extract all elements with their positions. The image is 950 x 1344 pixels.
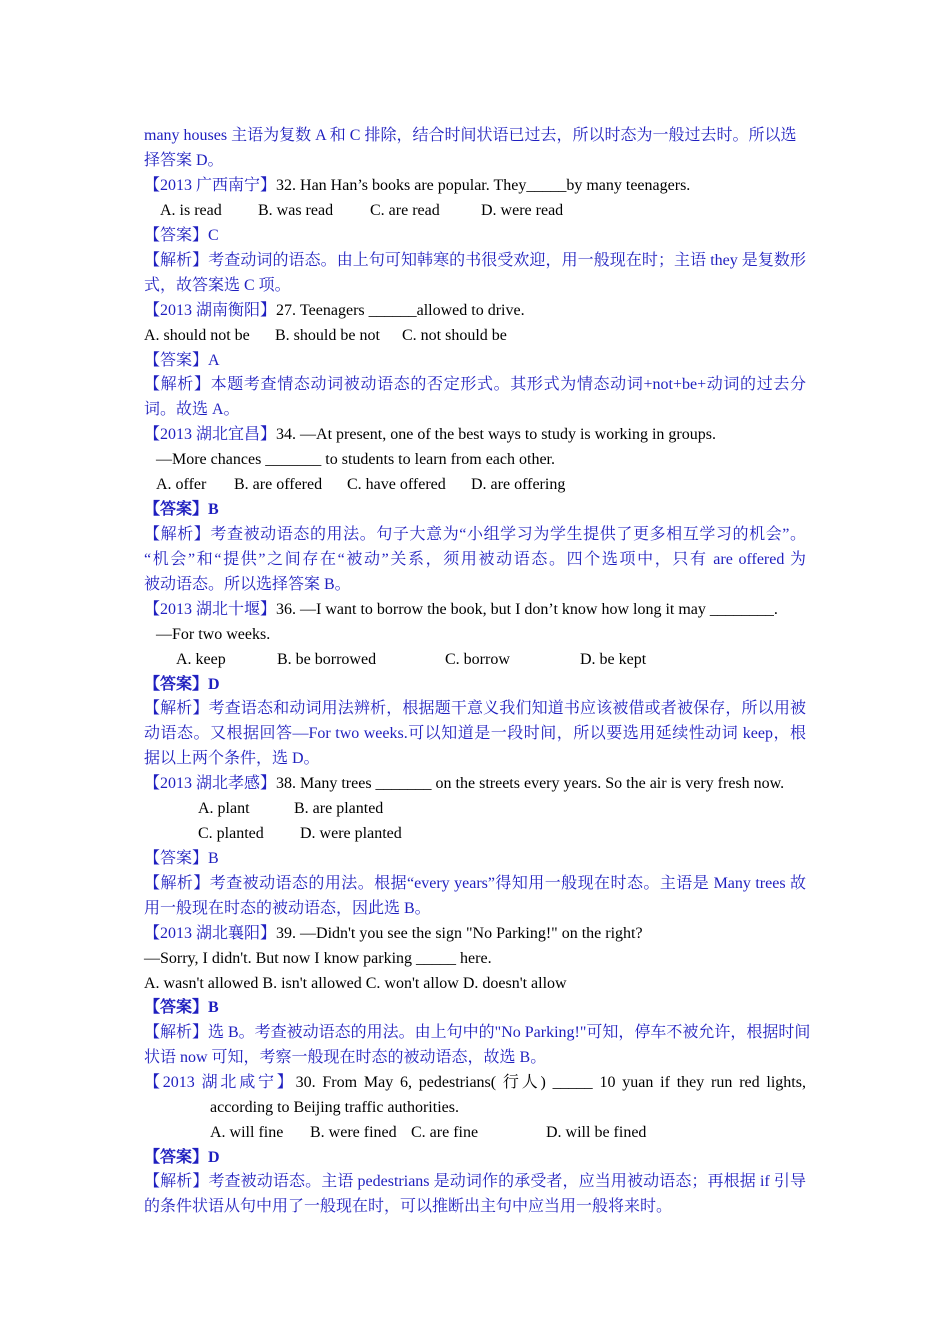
source-tag: 【2013 湖北十堰】 [144,601,277,618]
option-c: C. borrow [445,651,510,668]
answer-tag: 【答案】 [144,501,209,518]
option-b: B. are offered [234,476,323,493]
answer-value: B [208,850,219,867]
answer-value: D [208,676,220,693]
options-row [144,324,806,348]
question-text: 27. Teenagers ______allowed to drive. [276,302,525,319]
source-tag: 【2013 湖北咸宁】 [144,1074,296,1091]
explanation-line: 式，故答案选 C 项。 [144,277,291,294]
explanation-line: 据以上两个条件，选 D。 [144,750,320,767]
explanation-line: “机会”和“提供”之间存在“被动”关系，须用被动语态。四个选项中，只有 are offered 为 [144,551,806,568]
question-continuation: —For two weeks. [156,626,271,643]
explanation-line: 【解析】本题考查情态动词被动语态的否定形式。其形式为情态动词+not+be+动词的过去分 [144,376,806,393]
explanation-line: 【解析】考查动词的语态。由上句可知韩寒的书很受欢迎，用一般现在时；主语 they 是复数形 [144,252,806,269]
options-row [198,797,860,821]
answer-line [144,847,806,871]
answer-tag: 【答案】 [144,1149,209,1166]
answer-value: C [208,227,219,244]
option-b: B. were fined [310,1124,397,1141]
option-b: B. be borrowed [277,651,377,668]
options-row [176,648,838,672]
question-36 [144,598,806,622]
options-row: A. wasn't allowed B. isn't allowed C. won't allow D. doesn't allow [144,975,567,992]
answer-value: B [208,501,219,518]
answer-tag: 【答案】 [144,999,209,1016]
option-d: D. are offering [471,476,566,493]
question-32 [144,174,806,198]
option-a: A. plant [198,800,250,817]
answer-value: D [208,1149,220,1166]
source-tag: 【2013 广西南宁】 [144,177,277,194]
question-continuation: according to Beijing traffic authorities. [210,1099,459,1116]
explanation-line: 【解析】考查语态和动词用法辨析，根据题干意义我们知道书应该被借或者被保存，所以用被 [144,700,806,717]
source-tag: 【2013 湖北宜昌】 [144,426,277,443]
question-39 [144,922,806,946]
option-d: D. were read [481,202,564,219]
question-text: 30. From May 6, pedestrians( 行人) _____ 10 yuan if they run red lights, [295,1074,806,1091]
option-a: A. is read [160,202,222,219]
answer-line [144,224,806,248]
explanation-line: 动语态。又根据回答—For two weeks.可以知道是一段时间，所以要选用延续性动词 keep，根 [144,725,806,742]
option-a: A. keep [176,651,226,668]
question-text: 36. —I want to borrow the book, but I don’t know how long it may ________. [276,601,778,618]
options-row [198,822,860,846]
options-row [156,473,818,497]
explanation-line: 被动语态。所以选择答案 B。 [144,576,351,593]
source-tag: 【2013 湖北孝感】 [144,775,277,792]
source-tag: 【2013 湖北襄阳】 [144,925,277,942]
explanation-line: 【解析】考查被动语态的用法。根据“every years”得知用一般现在时态。主语是 Many trees 故 [144,875,806,892]
answer-line [144,996,806,1020]
option-b: B. are planted [294,800,384,817]
explanation-line: 【解析】选 B。考查被动语态的用法。由上句中的"No Parking!"可知，停车不被允许，根据时间 [144,1024,811,1041]
option-a: A. will fine [210,1124,284,1141]
question-27 [144,299,806,323]
explanation-line: 用一般现在时态的被动语态，因此选 B。 [144,900,431,917]
answer-tag: 【答案】 [144,352,209,369]
question-continuation: —Sorry, I didn't. But now I know parking _____ here. [144,950,492,967]
question-34 [144,423,806,447]
option-c: C. are fine [411,1124,479,1141]
option-d: D. were planted [300,825,402,842]
question-text: 38. Many trees _______ on the streets every years. So the air is very fresh now. [276,775,785,792]
option-a: A. offer [156,476,207,493]
option-d: D. be kept [580,651,647,668]
option-c: C. planted [198,825,264,842]
question-text: 39. —Didn't you see the sign "No Parking!" on the right? [276,925,643,942]
option-b: B. was read [258,202,334,219]
question-38 [144,772,806,796]
answer-value: A [208,352,220,369]
source-tag: 【2013 湖南衡阳】 [144,302,277,319]
explanation-line: 【解析】考查被动语态。主语 pedestrians 是动词作的承受者，应当用被动语态；再根据 if 引导 [144,1173,806,1190]
question-30 [144,1071,806,1095]
explanation-line: 的条件状语从句中用了一般现在时，可以推断出主句中应当用一般将来时。 [144,1198,673,1215]
answer-line [144,498,806,522]
explanation-line: 择答案 D。 [144,152,224,169]
answer-line [144,673,806,697]
question-text: 34. —At present, one of the best ways to study is working in groups. [276,426,716,443]
explanation-line: 【解析】考查被动语态的用法。句子大意为“小组学习为学生提供了更多相互学习的机会”。 [144,526,806,543]
question-text: 32. Han Han’s books are popular. They_____by many teenagers. [276,177,691,194]
question-continuation: —More chances _______ to students to learn from each other. [156,451,555,468]
option-c: C. have offered [347,476,446,493]
explanation-line: 词。故选 A。 [144,401,240,418]
answer-tag: 【答案】 [144,227,209,244]
option-c: C. not should be [402,327,507,344]
answer-line [144,349,806,373]
option-d: D. will be fined [546,1124,647,1141]
explanation-line: many houses 主语为复数 A 和 C 排除，结合时间状语已过去，所以时态为一般过去时。所以选 [144,127,797,144]
option-a: A. should not be [144,327,250,344]
answer-tag: 【答案】 [144,676,209,693]
options-row [160,199,822,223]
answer-tag: 【答案】 [144,850,209,867]
option-b: B. should be not [275,327,380,344]
answer-line [144,1146,806,1170]
option-c: C. are read [370,202,440,219]
answer-value: B [208,999,219,1016]
explanation-line: 状语 now 可知，考察一般现在时态的被动语态，故选 B。 [144,1049,547,1066]
options-row [210,1121,872,1145]
